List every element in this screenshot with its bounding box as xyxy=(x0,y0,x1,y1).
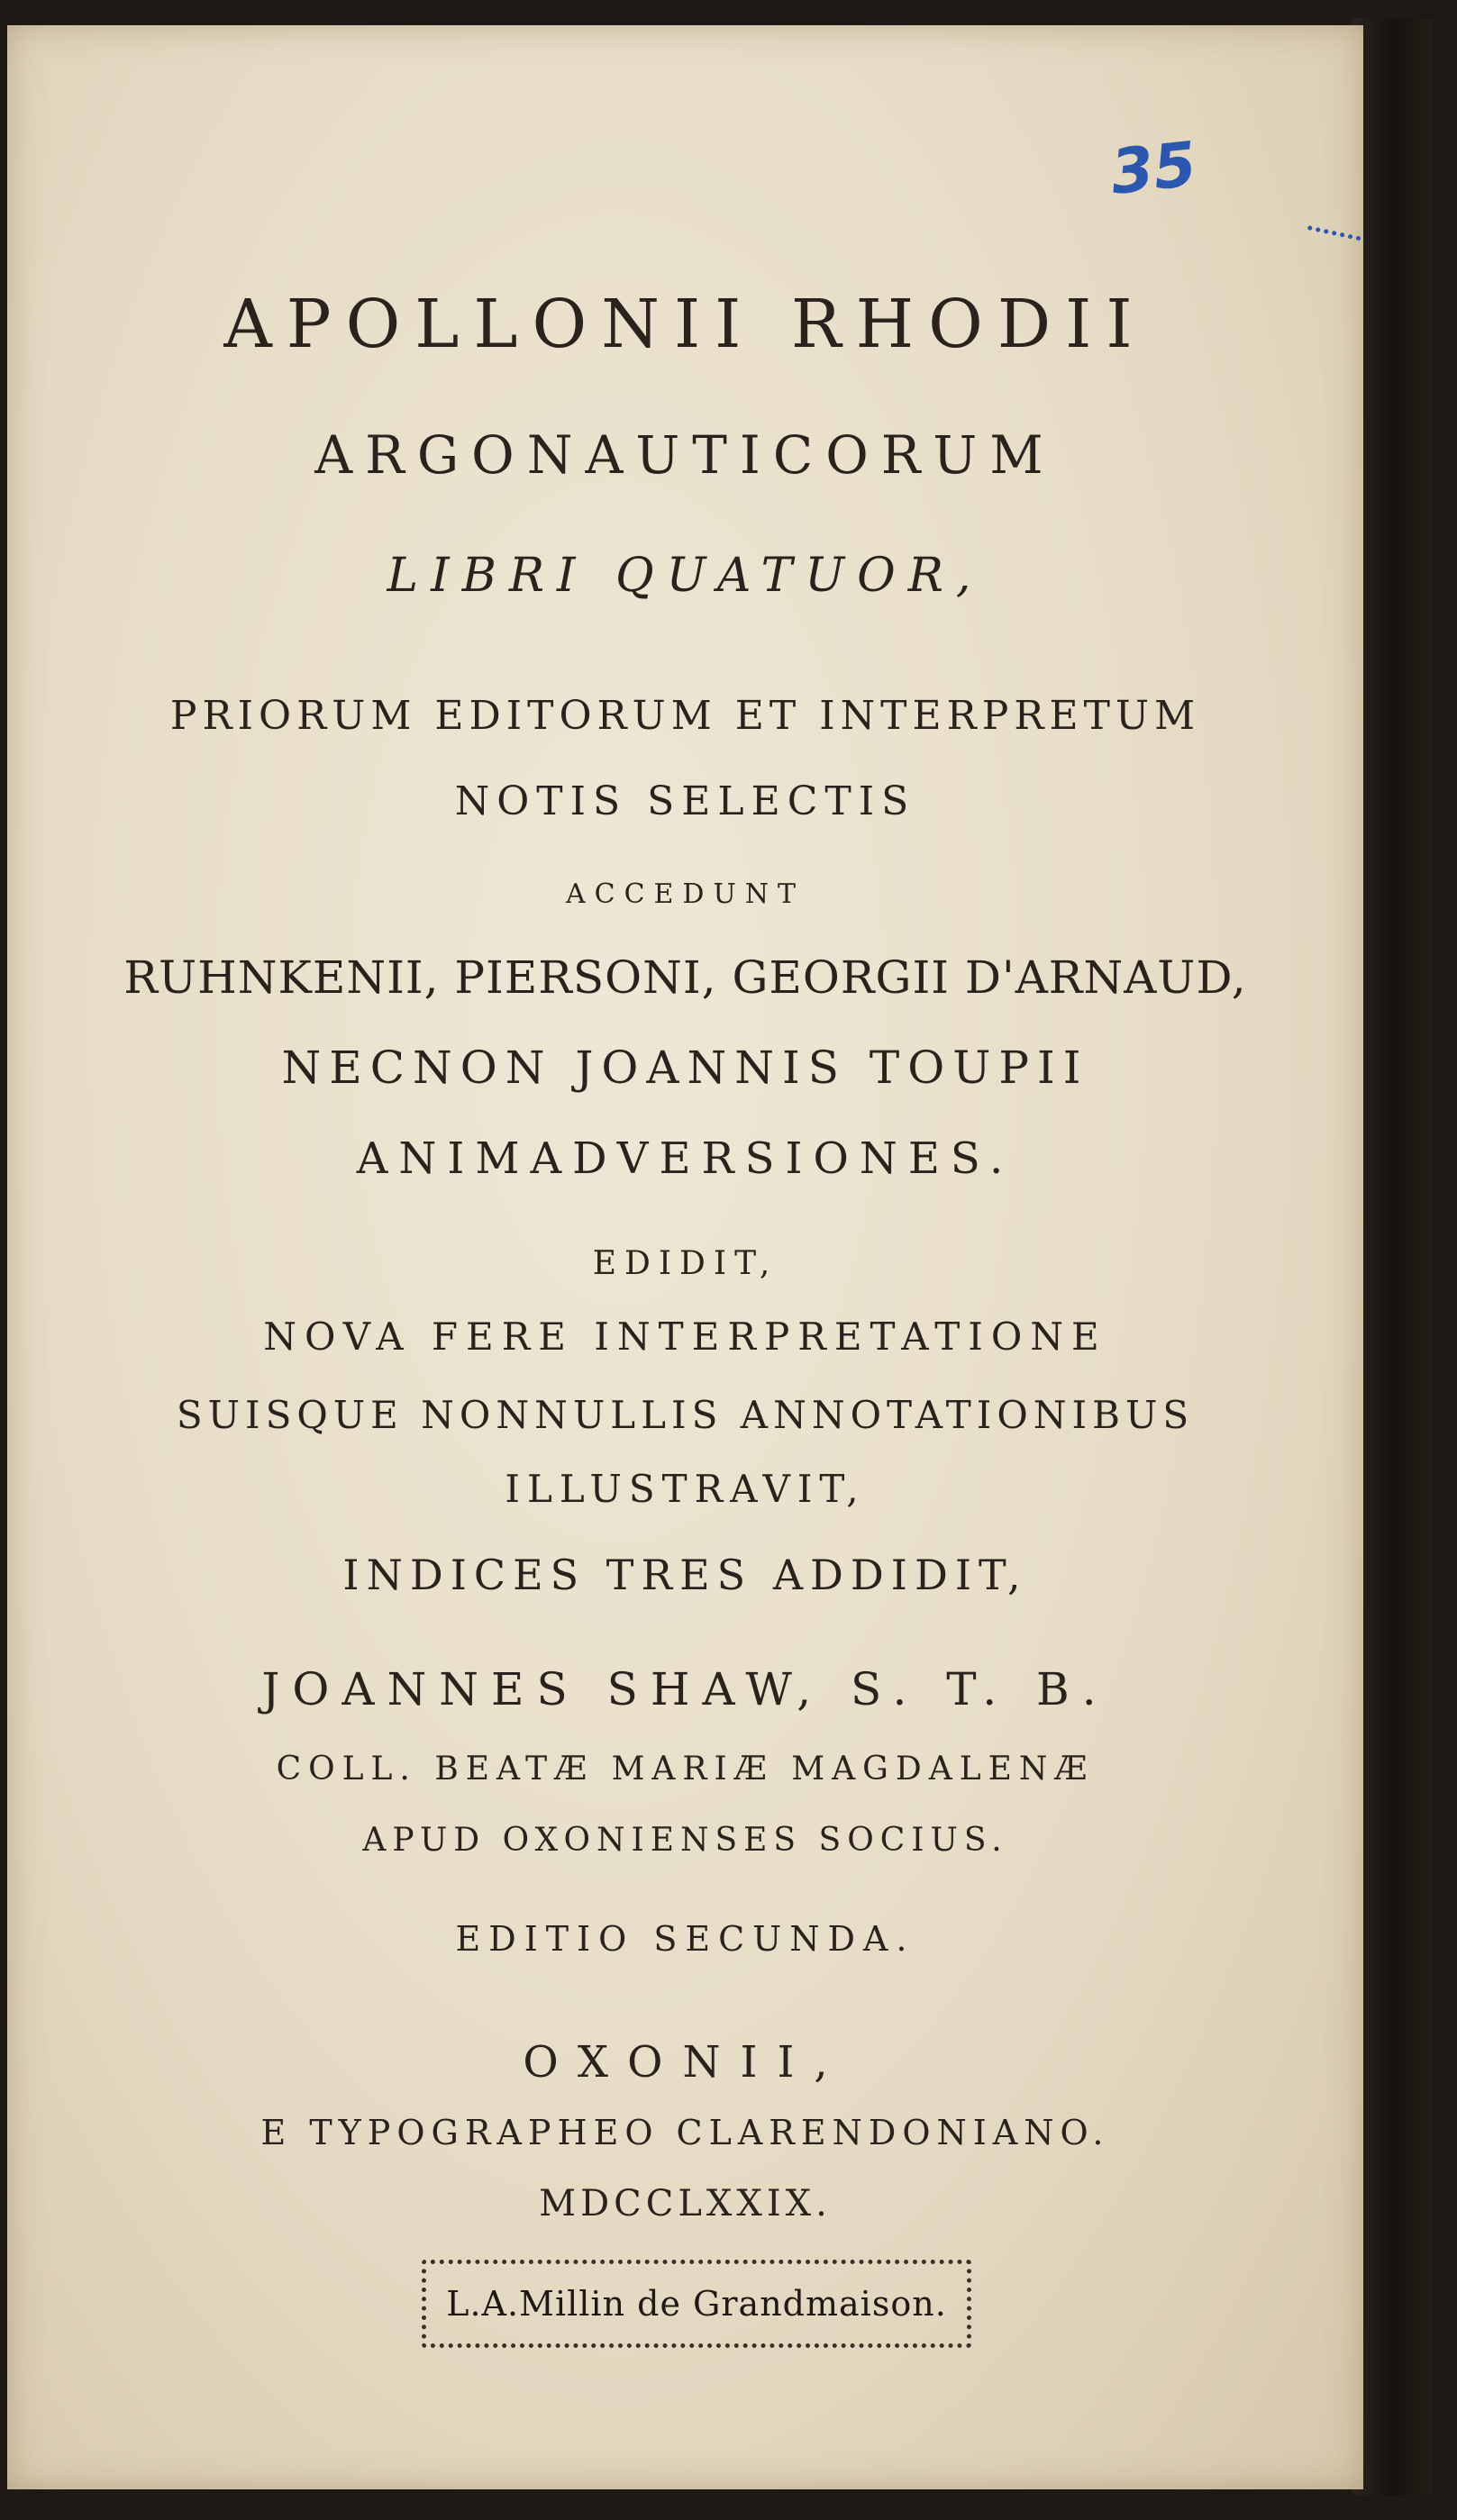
animadversiones-line: ANIMADVERSIONES. xyxy=(356,1133,1015,1184)
notes-line-1: PRIORUM EDITORUM ET INTERPRETUM xyxy=(169,693,1201,739)
book-cover-edge xyxy=(1352,18,1433,2496)
nova-line-1: NOVA FERE INTERPRETATIONE xyxy=(263,1315,1107,1359)
illustravit-line: ILLUSTRAVIT, xyxy=(505,1467,866,1511)
work-title-line: ARGONAUTICORUM xyxy=(314,424,1056,486)
accedunt-line: ACCEDUNT xyxy=(565,878,806,910)
commentators-line-1: RUHNKENII, PIERSONI, GEORGII D'ARNAUD, xyxy=(123,951,1247,1004)
books-line: LIBRI QUATUOR, xyxy=(387,549,984,603)
notes-line-2: NOTIS SELECTIS xyxy=(454,778,916,824)
shelf-number-annotation: 35 xyxy=(1107,129,1200,209)
college-line-1: COLL. BEATÆ MARIÆ MAGDALENÆ xyxy=(276,1751,1095,1788)
author-line: APOLLONII RHODII xyxy=(223,286,1147,363)
place-line: OXONII, xyxy=(523,2037,848,2088)
title-page xyxy=(7,25,1363,2489)
college-line-2: APUD OXONIENSES SOCIUS. xyxy=(362,1822,1008,1859)
year-line: MDCCLXXIX. xyxy=(539,2183,832,2224)
edition-line: EDITIO SECUNDA. xyxy=(455,1919,915,1959)
ownership-stamp-text: L.A.Millin de Grandmaison. xyxy=(446,2284,947,2324)
nova-line-2: SUISQUE NONNULLIS ANNOTATIONIBUS xyxy=(176,1393,1195,1437)
commentators-line-2: NECNON JOANNIS TOUPII xyxy=(281,1042,1089,1094)
title-text-block xyxy=(7,25,1363,2489)
press-line: E TYPOGRAPHEO CLARENDONIANO. xyxy=(260,2113,1110,2152)
indices-line: INDICES TRES ADDIDIT, xyxy=(342,1551,1028,1599)
edidit-line: EDIDIT, xyxy=(592,1245,779,1282)
editor-line: JOANNES SHAW, S. T. B. xyxy=(261,1663,1109,1715)
ownership-stamp xyxy=(422,2260,971,2348)
